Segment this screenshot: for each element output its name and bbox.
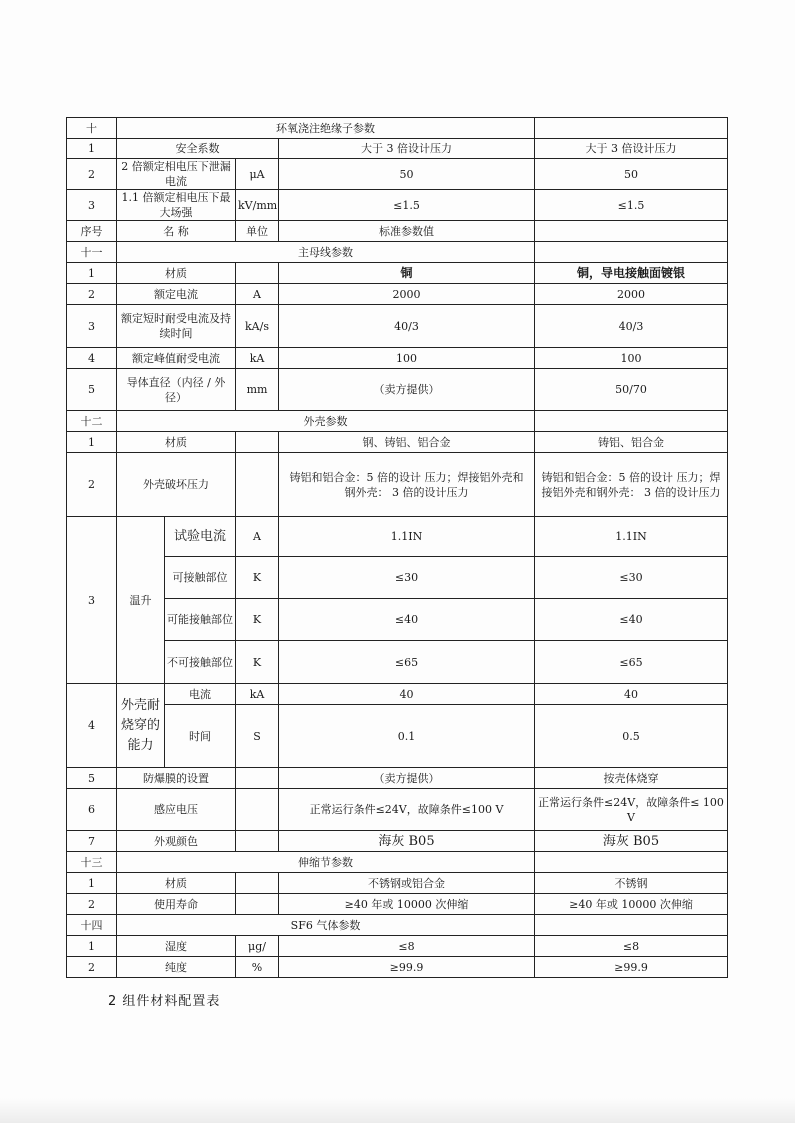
- unit: mm: [236, 369, 279, 411]
- param-name: 感应电压: [117, 789, 236, 831]
- section-title: 环氧浇注绝缘子参数: [117, 118, 535, 139]
- response-value: 不锈钢: [535, 873, 728, 894]
- empty-cell: [535, 411, 728, 432]
- standard-value: 40/3: [279, 305, 535, 348]
- response-value: ≤8: [535, 936, 728, 957]
- standard-value: 1.1IN: [279, 517, 535, 557]
- standard-value: ≤1.5: [279, 190, 535, 221]
- table-row: [67, 936, 728, 957]
- standard-value: ≤40: [279, 599, 535, 641]
- unit: kA/s: [236, 305, 279, 348]
- unit: K: [236, 557, 279, 599]
- row-number: 3: [67, 190, 117, 221]
- response-value: 2000: [535, 284, 728, 305]
- param-name: 材质: [117, 263, 236, 284]
- response-value: ≤1.5: [535, 190, 728, 221]
- section-number: 十四: [67, 915, 117, 936]
- param-name: 材质: [117, 432, 236, 453]
- unit: μg/: [236, 936, 279, 957]
- standard-value: ≤30: [279, 557, 535, 599]
- response-value: 按壳体烧穿: [535, 768, 728, 789]
- standard-value: ≥40 年或 10000 次伸缩: [279, 894, 535, 915]
- response-value: 50: [535, 159, 728, 190]
- table-row: [67, 284, 728, 305]
- standard-value: 100: [279, 348, 535, 369]
- table-row: [67, 305, 728, 348]
- standard-value: （卖方提供）: [279, 768, 535, 789]
- param-name: 安全系数: [117, 139, 279, 159]
- response-value: 40/3: [535, 305, 728, 348]
- standard-value: 50: [279, 159, 535, 190]
- table-row: [67, 873, 728, 894]
- standard-value: 40: [279, 684, 535, 705]
- response-value: ≤40: [535, 599, 728, 641]
- row-number: 2: [67, 957, 117, 978]
- header-name: 名 称: [117, 221, 236, 242]
- table-row: [67, 190, 728, 221]
- row-number: 6: [67, 789, 117, 831]
- response-value: 铸铝、铝合金: [535, 432, 728, 453]
- param-name: 使用寿命: [117, 894, 236, 915]
- unit: A: [236, 517, 279, 557]
- param-name: 湿度: [117, 936, 236, 957]
- param-name: 试验电流: [165, 517, 236, 557]
- standard-value: 大于 3 倍设计压力: [279, 139, 535, 159]
- table-row: [67, 705, 728, 768]
- row-number: 1: [67, 873, 117, 894]
- standard-value: 钢、铸铝、铝合金: [279, 432, 535, 453]
- unit: [236, 263, 279, 284]
- unit: K: [236, 599, 279, 641]
- standard-value: ≥99.9: [279, 957, 535, 978]
- param-name: 可能接触部位: [165, 599, 236, 641]
- unit: [236, 768, 279, 789]
- response-value: 40: [535, 684, 728, 705]
- row-number: 4: [67, 348, 117, 369]
- section-number: 十三: [67, 852, 117, 873]
- row-number: 4: [67, 684, 117, 768]
- standard-value: （卖方提供）: [279, 369, 535, 411]
- row-number: 5: [67, 369, 117, 411]
- section-number: 十二: [67, 411, 117, 432]
- param-name: 可接触部位: [165, 557, 236, 599]
- response-value: 100: [535, 348, 728, 369]
- standard-value: 海灰 B05: [279, 831, 535, 852]
- header-row: [67, 221, 728, 242]
- spec-table: [66, 117, 728, 978]
- table-row: [67, 894, 728, 915]
- row-number: 1: [67, 432, 117, 453]
- row-number: 7: [67, 831, 117, 852]
- standard-value: 铜: [279, 263, 535, 284]
- param-name: 导体直径（内径 / 外径）: [117, 369, 236, 411]
- unit: [236, 432, 279, 453]
- unit: [236, 453, 279, 517]
- standard-value: 2000: [279, 284, 535, 305]
- param-name: 额定电流: [117, 284, 236, 305]
- param-name: 额定峰值耐受电流: [117, 348, 236, 369]
- section-title: 外壳参数: [117, 411, 535, 432]
- table-row: [67, 263, 728, 284]
- param-name: 材质: [117, 873, 236, 894]
- unit: kA: [236, 348, 279, 369]
- table-row: [67, 557, 728, 599]
- unit: μA: [236, 159, 279, 190]
- standard-value: 正常运行条件≤24V，故障条件≤100 V: [279, 789, 535, 831]
- param-name: 1.1 倍额定相电压下最大场强: [117, 190, 236, 221]
- unit: kV/mm: [236, 190, 279, 221]
- table-row: [67, 684, 728, 705]
- section-title: 主母线参数: [117, 242, 535, 263]
- response-value: ≤30: [535, 557, 728, 599]
- param-name: 电流: [165, 684, 236, 705]
- response-value: 海灰 B05: [535, 831, 728, 852]
- empty-cell: [535, 221, 728, 242]
- header-standard: 标准参数值: [279, 221, 535, 242]
- param-name: 外壳破坏压力: [117, 453, 236, 517]
- standard-value: 0.1: [279, 705, 535, 768]
- row-number: 3: [67, 517, 117, 684]
- row-number: 3: [67, 305, 117, 348]
- response-value: 50/70: [535, 369, 728, 411]
- standard-value: 铸铝和铝合金：5 倍的设计 压力；焊接铝外壳和钢外壳： 3 倍的设计压力: [279, 453, 535, 517]
- table-row: [67, 453, 728, 517]
- section-row: [67, 411, 728, 432]
- empty-cell: [535, 118, 728, 139]
- section-row: [67, 915, 728, 936]
- param-name: 额定短时耐受电流及持续时间: [117, 305, 236, 348]
- empty-cell: [535, 852, 728, 873]
- row-number: 1: [67, 139, 117, 159]
- unit: [236, 789, 279, 831]
- header-unit: 单位: [236, 221, 279, 242]
- section-heading: 2 组件材料配置表: [108, 994, 221, 1009]
- table-row: [67, 641, 728, 684]
- row-number: 1: [67, 936, 117, 957]
- standard-value: 不锈钢或铝合金: [279, 873, 535, 894]
- param-name: 防爆膜的设置: [117, 768, 236, 789]
- row-number: 2: [67, 284, 117, 305]
- section-row: [67, 118, 728, 139]
- row-number: 2: [67, 453, 117, 517]
- section-title: SF6 气体参数: [117, 915, 535, 936]
- response-value: 0.5: [535, 705, 728, 768]
- row-number: 2: [67, 159, 117, 190]
- row-number: 5: [67, 768, 117, 789]
- row-number: 1: [67, 263, 117, 284]
- response-value: ≤65: [535, 641, 728, 684]
- empty-cell: [535, 915, 728, 936]
- scan-edge: [0, 1098, 795, 1123]
- row-number: 2: [67, 894, 117, 915]
- table-row: [67, 599, 728, 641]
- header-number: 序号: [67, 221, 117, 242]
- response-value: ≥99.9: [535, 957, 728, 978]
- table-row: [67, 159, 728, 190]
- unit: [236, 873, 279, 894]
- table-row: [67, 432, 728, 453]
- table-row: [67, 789, 728, 831]
- unit: kA: [236, 684, 279, 705]
- section-title: 伸缩节参数: [117, 852, 535, 873]
- section-row: [67, 852, 728, 873]
- param-name: 纯度: [117, 957, 236, 978]
- standard-value: ≤65: [279, 641, 535, 684]
- section-number: 十一: [67, 242, 117, 263]
- response-value: 铸铝和铝合金：5 倍的设计 压力；焊接铝外壳和钢外壳： 3 倍的设计压力: [535, 453, 728, 517]
- empty-cell: [535, 242, 728, 263]
- table-row: [67, 348, 728, 369]
- response-value: 大于 3 倍设计压力: [535, 139, 728, 159]
- unit: K: [236, 641, 279, 684]
- table-row: [67, 831, 728, 852]
- standard-value: ≤8: [279, 936, 535, 957]
- param-name: 不可接触部位: [165, 641, 236, 684]
- table-row: [67, 517, 728, 557]
- unit: [236, 894, 279, 915]
- group-name: 外壳耐烧穿的能力: [117, 684, 165, 768]
- group-name: 温升: [117, 517, 165, 684]
- response-value: 正常运行条件≤24V，故障条件≤ 100 V: [535, 789, 728, 831]
- unit: A: [236, 284, 279, 305]
- table-row: [67, 768, 728, 789]
- unit: S: [236, 705, 279, 768]
- response-value: 铜，导电接触面镀银: [535, 263, 728, 284]
- table-row: [67, 139, 728, 159]
- param-name: 外观颜色: [117, 831, 236, 852]
- table-row: [67, 369, 728, 411]
- unit: %: [236, 957, 279, 978]
- table-row: [67, 957, 728, 978]
- param-name: 时间: [165, 705, 236, 768]
- section-number: 十: [67, 118, 117, 139]
- response-value: 1.1IN: [535, 517, 728, 557]
- response-value: ≥40 年或 10000 次伸缩: [535, 894, 728, 915]
- unit: [236, 831, 279, 852]
- param-name: 2 倍额定相电压下泄漏电流: [117, 159, 236, 190]
- section-row: [67, 242, 728, 263]
